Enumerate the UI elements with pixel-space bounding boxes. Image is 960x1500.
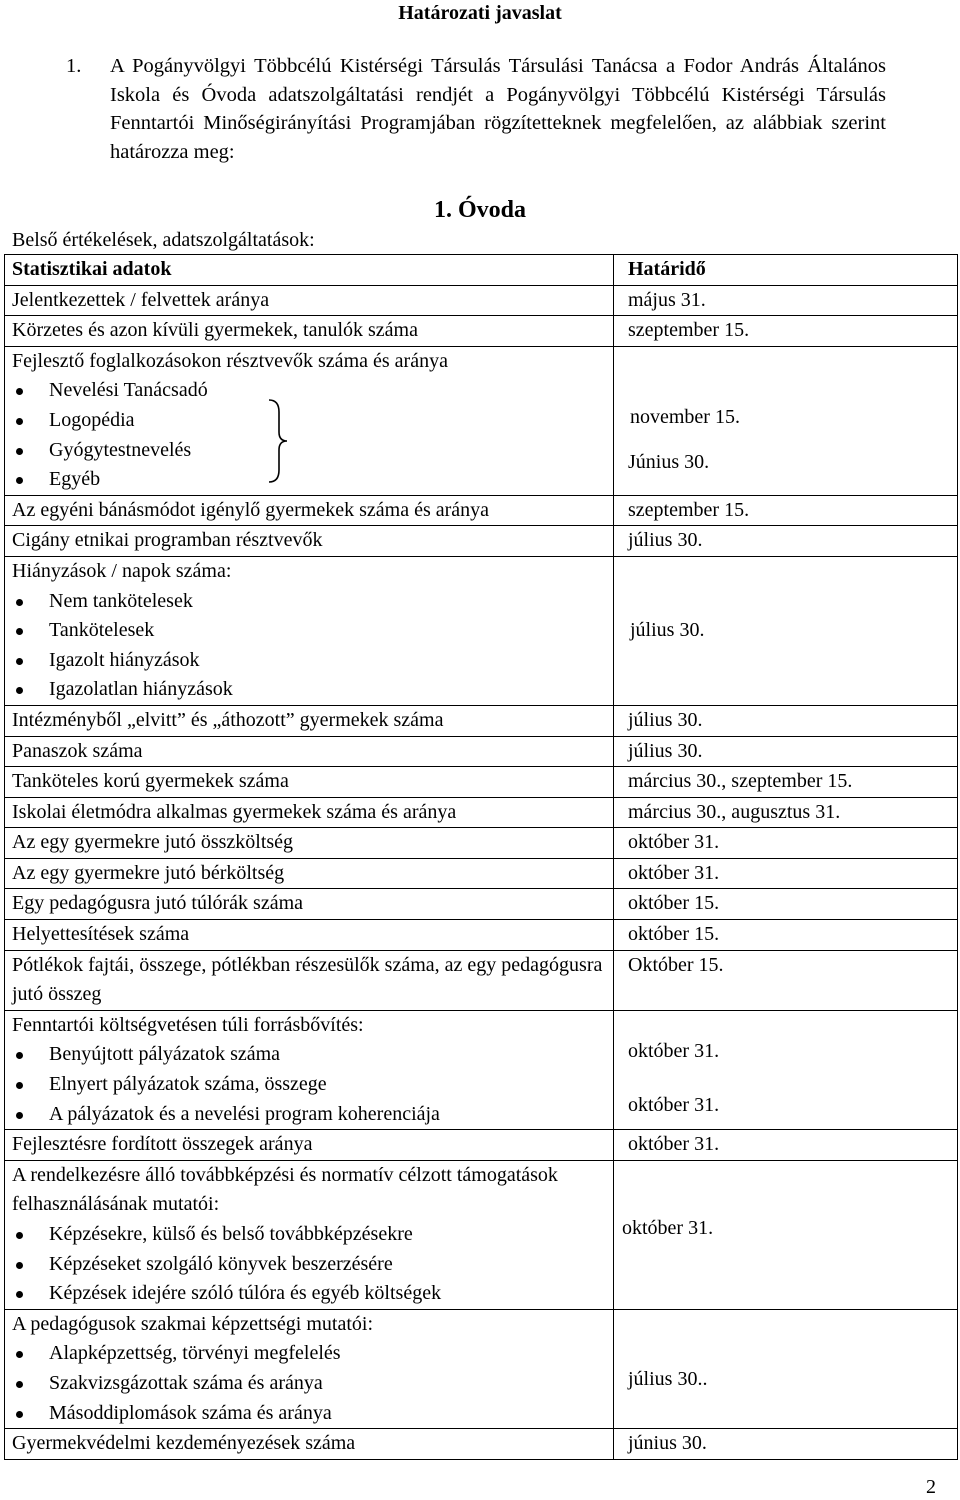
table-row [5, 889, 958, 920]
deadlines-table [4, 254, 958, 1460]
row-label-group [5, 1010, 614, 1129]
row-deadline: július 30. [614, 526, 958, 557]
bullet-list [12, 1040, 609, 1129]
table-row [5, 736, 958, 767]
column-header-statistics: Statisztikai adatok [5, 255, 614, 286]
row-label: Egy pedagógusra jutó túlórák száma [5, 889, 614, 920]
table-row [5, 950, 958, 1010]
row-deadline: október 31. [614, 1130, 958, 1161]
list-item: Képzéseket szolgáló könyvek beszerzésére [12, 1250, 609, 1280]
row-deadline: október 31. [614, 858, 958, 889]
row-label: Iskolai életmódra alkalmas gyermekek száma és aránya [5, 797, 614, 828]
row-deadline-text: július 30. [630, 619, 705, 642]
row-label: Cigány etnikai programban résztvevők [5, 526, 614, 557]
row-label: Pótlékok fajtái, összege, pótlékban részesülők száma, az egy pedagógusra jutó összeg [5, 950, 614, 1010]
table-row [5, 1160, 958, 1309]
table-row [5, 495, 958, 526]
row-label: Hiányzások / napok száma: [12, 559, 232, 582]
section-title: 1. Óvoda [433, 197, 526, 223]
row-label: A rendelkezésre álló továbbképzési és normatív célzott támogatások felhasználásának mutatói: [12, 1163, 558, 1216]
bullet-list [12, 1220, 609, 1309]
row-deadline: szeptember 15. [614, 316, 958, 347]
row-deadline-group [614, 346, 958, 495]
table-row [5, 920, 958, 951]
table-row [5, 767, 958, 798]
table-row [5, 556, 958, 705]
row-label: Intézményből „elvitt” és „áthozott” gyermekek száma [5, 705, 614, 736]
intro-text: A Pogányvölgyi Többcélú Kistérségi Társulás Társulási Tanácsa a Fodor András Általános Iskola és Óvoda adatszolgáltatási rendjét a Pogányvölgyi Többcélú Kistérségi Társulás Fenntartói Minőségirányítási Programjában rögzítetteknek megfelelően, az alábbiak szerint határozza meg: [110, 55, 886, 163]
row-deadline: október 15. [614, 889, 958, 920]
list-item: Másoddiplomások száma és aránya [12, 1399, 609, 1429]
list-item: Igazolt hiányzások [12, 646, 609, 676]
table-row [5, 705, 958, 736]
row-label: Gyermekvédelmi kezdeményezések száma [5, 1429, 614, 1460]
row-label: A pedagógusok szakmai képzettségi mutatói: [12, 1312, 374, 1335]
row-label: Fejlesztésre fordított összegek aránya [5, 1130, 614, 1161]
table-row [5, 1130, 958, 1161]
list-item: Képzések idejére szóló túlóra és egyéb költségek [12, 1279, 609, 1309]
table-row [5, 346, 958, 495]
row-label-group [5, 346, 614, 495]
list-item: Logopédia [12, 406, 609, 436]
row-label: Az egy gyermekre jutó bérköltség [5, 858, 614, 889]
document-title: Határozati javaslat [398, 2, 562, 24]
list-item: Igazolatlan hiányzások [12, 675, 609, 705]
list-item: Képzésekre, külső és belső továbbképzésekre [12, 1220, 609, 1250]
table-row [5, 1429, 958, 1460]
bullet-list [12, 587, 609, 705]
row-label-group [5, 1309, 614, 1428]
list-item: A pályázatok és a nevelési program koherenciája [12, 1100, 609, 1130]
list-item: Szakvizsgázottak száma és aránya [12, 1369, 609, 1399]
row-deadline: Október 15. [614, 950, 958, 1010]
row-label: Helyettesítések száma [5, 920, 614, 951]
column-header-deadline: Határidő [614, 255, 958, 286]
row-deadline: Június 30. [628, 450, 710, 473]
row-label: Tanköteles korú gyermekek száma [5, 767, 614, 798]
row-deadline-group [614, 1309, 958, 1428]
bullet-list [12, 1339, 609, 1428]
table-row [5, 285, 958, 316]
list-item: Tankötelesek [12, 616, 609, 646]
row-deadline-group [614, 1010, 958, 1129]
intro-paragraph [66, 52, 886, 166]
row-deadline: október 31. [628, 1040, 720, 1063]
table-row [5, 1309, 958, 1428]
table-row [5, 526, 958, 557]
row-deadline: július 30.. [628, 1367, 708, 1390]
table-row [5, 858, 958, 889]
page-number: 2 [926, 1476, 936, 1498]
list-item: Alapképzettség, törvényi megfelelés [12, 1339, 609, 1369]
bullet-list [12, 376, 609, 494]
intro-number: 1. [66, 55, 82, 77]
row-deadline: július 30. [614, 736, 958, 767]
table-row [5, 1010, 958, 1129]
row-deadline: szeptember 15. [614, 495, 958, 526]
list-item: Egyéb [12, 465, 609, 495]
list-item: Benyújtott pályázatok száma [12, 1040, 609, 1070]
row-deadline: május 31. [614, 285, 958, 316]
row-deadline: november 15. [630, 405, 740, 428]
row-deadline: július 30. [614, 705, 958, 736]
list-item: Nevelési Tanácsadó [12, 376, 609, 406]
table-row [5, 316, 958, 347]
list-item: Nem tankötelesek [12, 587, 609, 617]
row-label: Az egyéni bánásmódot igénylő gyermekek száma és aránya [5, 495, 614, 526]
section-subtitle: Belső értékelések, adatszolgáltatások: [12, 229, 315, 251]
row-deadline: október 31. [628, 1094, 720, 1117]
table-header-row [5, 255, 958, 286]
row-deadline: március 30., szeptember 15. [614, 767, 958, 798]
table-row [5, 797, 958, 828]
row-label: Panaszok száma [5, 736, 614, 767]
table-row [5, 828, 958, 859]
row-deadline: június 30. [614, 1429, 958, 1460]
row-deadline: március 30., augusztus 31. [614, 797, 958, 828]
row-deadline: október 15. [614, 920, 958, 951]
row-label: Körzetes és azon kívüli gyermekek, tanulók száma [5, 316, 614, 347]
row-label-group [5, 556, 614, 705]
row-label: Jelentkezettek / felvettek aránya [5, 285, 614, 316]
list-item: Elnyert pályázatok száma, összege [12, 1070, 609, 1100]
row-label: Fenntartói költségvetésen túli forrásbővítés: [12, 1013, 364, 1036]
row-deadline: október 31. [622, 1217, 714, 1239]
list-item: Gyógytestnevelés [12, 436, 609, 466]
row-deadline: október 31. [614, 828, 958, 859]
row-deadline-group [614, 1160, 958, 1309]
row-label-group [5, 1160, 614, 1309]
row-deadline [614, 556, 958, 705]
right-brace-icon [267, 398, 289, 484]
row-label: Az egy gyermekre jutó összköltség [5, 828, 614, 859]
row-label: Fejlesztő foglalkozásokon résztvevők száma és aránya [12, 349, 448, 372]
